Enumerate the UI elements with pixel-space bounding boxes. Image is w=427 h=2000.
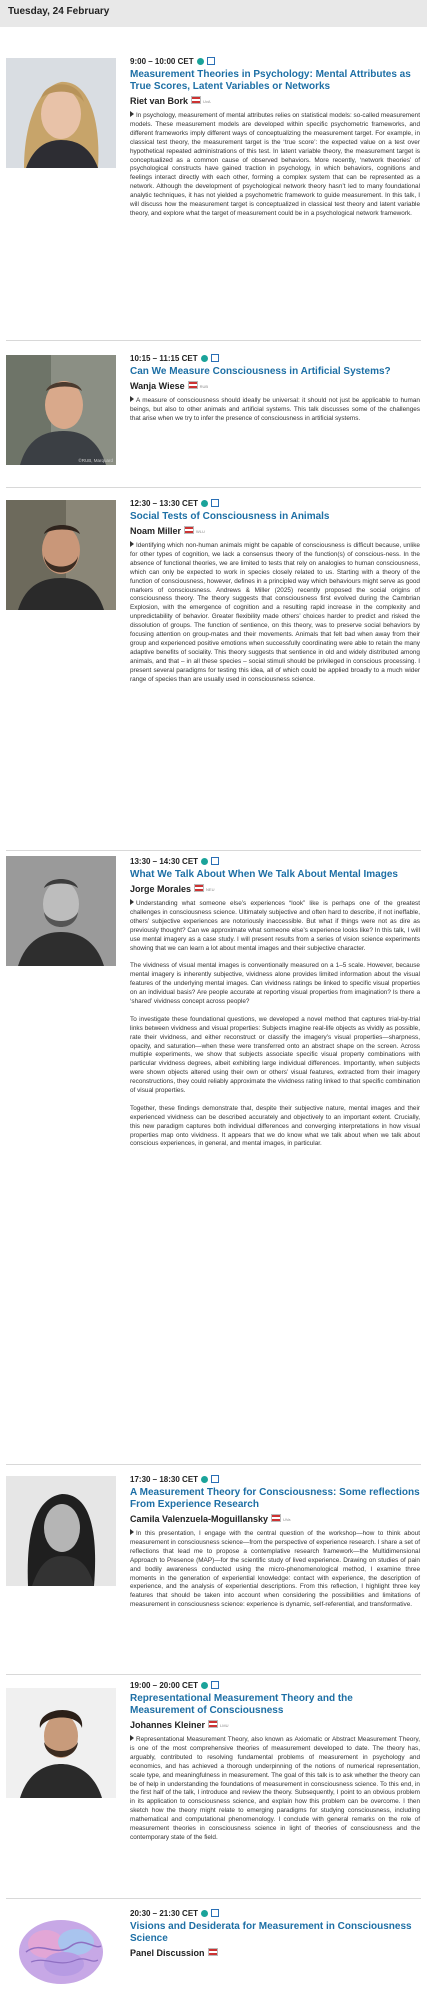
external-link-icon[interactable] [211, 1681, 219, 1689]
day-header: Tuesday, 24 February [0, 0, 427, 27]
event-abstract: Identifying which non-human animals might be capable of consciousness is difficult because, unlike for other types of cognition, we lack a consensus theory of the function(s) of conscious-ness. In the absence of functional theories, we are limited to tests that rely on analogies to human consciousness, which can only be expected to work in species closely related to us. Starting with a theory of the function of consciousness, however, defines in a principled way which behaviours might serve as good markers of consciousness. Andrews & Miller (2025) recently proposed the social origins of consciousness theory. The theory suggests that consciousness first evolved during the Cambrian Explosion, with the emergence of cognition and a resulting rapid increase in the complexity and unpredictability of behavior. Greater flexibility made others’ choices harder to predict and risked the dissolution of groups. The function of sentience, on this theory, was to preserve social behaviors by focusing attention on group-mates and their movements. Animals that felt bad when away from their group and experienced positive emotions when successfully coordinating were able to retain the many adaptive benefits of sociality. This theory suggests that sentience in old and widely distributed among animals, and that – in all these species – social stimuli should be privileged in conscious processing. I present several paradigms for testing this idea, all of which could be applied broadly to a much wider range of species than are usually used in consciousness science. [130, 542, 420, 683]
speaker-photo [6, 500, 116, 610]
speaker-name: Camila Valenzuela-Moguillansky UVa [130, 1514, 291, 1524]
expand-icon[interactable] [130, 899, 134, 905]
divider [6, 1898, 421, 1899]
calendar-icon[interactable] [197, 58, 204, 65]
speaker-name: Panel Discussion [130, 1948, 420, 1959]
speaker-photo [6, 58, 116, 168]
calendar-icon[interactable] [201, 500, 208, 507]
event-time: 19:00 – 20:00 CET [130, 1680, 420, 1691]
external-link-icon[interactable] [211, 499, 219, 507]
speaker-photo [6, 1688, 116, 1798]
flag-icon [194, 884, 204, 892]
calendar-icon[interactable] [201, 1682, 208, 1689]
external-link-icon[interactable] [207, 57, 215, 65]
expand-icon[interactable] [130, 111, 134, 117]
flag-icon [191, 96, 201, 104]
event-time: 10:15 – 11:15 CET [130, 353, 420, 364]
speaker-photo [6, 355, 116, 465]
photo-credit: ©RUB, Marquard [78, 458, 113, 463]
calendar-icon[interactable] [201, 355, 208, 362]
event-abstract: Representational Measurement Theory, also known as Axiomatic or Abstract Measurement Theory, is one of the most comprehensive theories of measurement developed to date. The theory has, arguably, contributed to resolving fundamental problems of measurement in psychology and economics, and has achieved a thorough underpinning of the notions of numerical representation, scale type, and meaningfulness in measurement. The goal of this talk is to ask whether the theory can be of help in understanding the foundations of measurement in consciousness science. To this end, in the first half of the talk, I introduce and review the theory. Subsequently, I point to an obvious problem in its application to consciousness science, and explain how this problem can be overcome. I then sketch how the theory might relate to emerging paradigms for studying consciousness, including mathematical and computational phenomenology. I conclude with general remarks on the role of measurement theories in consciousness science in light of theories of consciousness and the contemporary state of the field. [130, 1736, 420, 1841]
event-title[interactable]: Representational Measurement Theory and the Measurement of Consciousness [130, 1693, 353, 1716]
speaker-photo [6, 856, 116, 966]
event-abstract: In psychology, measurement of mental attributes relies on statistical models: so-called measurement models. These measurement models are developed within specific psychometric frameworks, and different frameworks imply different ways of conceptualizing the measurement target. For example, in classical test theory, the measurement target is the ‘true score’: the expected value on a test over hypothetical repeated administrations of this test. In latent variable theory, the measurement target is conceptualized as a common cause of observed behaviors. More recently, ‘network theories’ of psychological constructs have gained traction in psychology, in which behaviors, cognitions and feelings interact directly with each other, forming a complex system that can be represented as a network. Although the development of psychological network theory hasn’t led to many foundational analytic techniques, it has not yielded a psychometric framework to guide measurement. In this talk, I will discuss how the measurement target is conceptualized in classical test theory and latent variable theory, and explore what the target of measurement could be in a psychological network framework. [130, 112, 420, 217]
calendar-icon[interactable] [201, 858, 208, 865]
event-abstract: Understanding what someone else’s experiences “look” like is perhaps one of the greatest challenges in consciousness science. Ultimately subjective and often hard to describe, if not ineffable, others’ subjective experiences are notoriously inaccessible. But what if things were not as dire as previously thought? Can we approximate what someone else’s experience looks like? In this talk, I will use mental imagery as a case study. I will present results from a series of vision science experiments showing that we can learn a lot about mental images and their subjective character. The vividness of visual mental images is conventionally measured on a 1–5 scale. However, because mental imagery is inherently subjective, vividness alone provides limited information about the visual features of the underlying mental images. Can vividness ratings be linked to specific visual properties on an individual basis? Are people accurate at reporting visual properties from imagination? Is there a ‘shared’ vividness concept across people? To investigate these foundational questions, we developed a novel method that captures trial-by-trial links between vividness and visual properties: Subjects imagine real-life objects as vividly as possible, rate their vividness, and either reconstruct or classify the imagery’s visual properties—sharpness, opacity, and saturation—when these were transferred onto an abstract shape on the screen. Across multiple experiments, we show that subjects associate specific visual property combinations with particular vividness degrees, albeit exhibiting large individual differences. Importantly, when subjects were shown objects altered using their own or others’ visual features, extracted from their imagery reconstructions, they could reliably approximate the vividness rating linked to that specific combination of visual properties. Together, these findings demonstrate that, despite their subjective nature, mental images and their experienced vividness can be described accurately and objectively to an important extent. Crucially, this new paradigm captures both individual differences and converging interpretations in how visual properties map onto vividness. It appears that we do know what we talk about when we talk about conscious experiences, in general, and mental images, in particular. [130, 900, 420, 1148]
divider [6, 487, 421, 488]
event-title[interactable]: What We Talk About When We Talk About Mental Images [130, 869, 398, 880]
divider [6, 1674, 421, 1675]
expand-icon[interactable] [130, 1529, 134, 1535]
speaker-name: Johannes Kleiner LMU [130, 1720, 229, 1730]
flag-icon [188, 381, 198, 389]
event-title[interactable]: Can We Measure Consciousness in Artificial Systems? [130, 366, 391, 377]
event-abstract: A measure of consciousness should ideally be universal: it should not just be applicable to human beings, but also to other animals and artificial systems. This talk discusses some of the challenges that arise when we try to infer the presence of consciousness in artificial systems. [130, 397, 420, 422]
external-link-icon[interactable] [211, 1909, 219, 1917]
speaker-name: Jorge Morales NEU [130, 884, 215, 894]
divider [6, 1464, 421, 1465]
speaker-photo [6, 1476, 116, 1586]
external-link-icon[interactable] [211, 1475, 219, 1483]
event-time: 12:30 – 13:30 CET [130, 498, 420, 509]
expand-icon[interactable] [130, 396, 134, 402]
expand-icon[interactable] [130, 1735, 134, 1741]
divider [6, 850, 421, 851]
event-time: 9:00 – 10:00 CET [130, 56, 420, 67]
external-link-icon[interactable] [211, 857, 219, 865]
event-title[interactable]: Measurement Theories in Psychology: Mental Attributes as True Scores, Latent Variables or Networks [130, 69, 411, 92]
calendar-icon[interactable] [201, 1476, 208, 1483]
event-abstract: In this presentation, I engage with the central question of the workshop—how to think about measurement in consciousness science—from the perspective of experience research. I share a set of reflections that lead me to propose a contemplative research framework—the Multidimensional Approach to Presence (MAP)—for the scientific study of lived experience. Drawing on studies of pain and bodily awareness conducted using the micro-phenomenological method, I examine three moments in the generation of experiential knowledge: contact with experience, the description of experience, and the analysis of experiential descriptions. From this reflection, I highlight three key features that should be taken into account when considering the possibilities and limitations of measurement in consciousness science: experience is dynamic, self-referential, and transformative. [130, 1530, 420, 1609]
flag-icon [184, 526, 194, 534]
calendar-icon[interactable] [201, 1910, 208, 1917]
speaker-name: Riet van Bork UvA [130, 96, 211, 106]
divider [6, 340, 421, 341]
event-title[interactable]: A Measurement Theory for Consciousness: Some reflections From Experience Research [130, 1487, 420, 1510]
flag-icon [208, 1948, 218, 1956]
event-time: 20:30 – 21:30 CET [130, 1908, 420, 1919]
event-time: 13:30 – 14:30 CET [130, 856, 420, 867]
flag-icon [271, 1514, 281, 1522]
brain-illustration [6, 1906, 116, 2000]
event-title[interactable]: Social Tests of Consciousness in Animals [130, 511, 330, 522]
event-title[interactable]: Visions and Desiderata for Measurement in Consciousness Science [130, 1921, 412, 1944]
speaker-name: Wanja Wiese RUB [130, 381, 209, 391]
expand-icon[interactable] [130, 541, 134, 547]
event-time: 17:30 – 18:30 CET [130, 1474, 420, 1485]
flag-icon [208, 1720, 218, 1728]
speaker-name: Noam Miller WLU [130, 526, 205, 536]
external-link-icon[interactable] [211, 354, 219, 362]
